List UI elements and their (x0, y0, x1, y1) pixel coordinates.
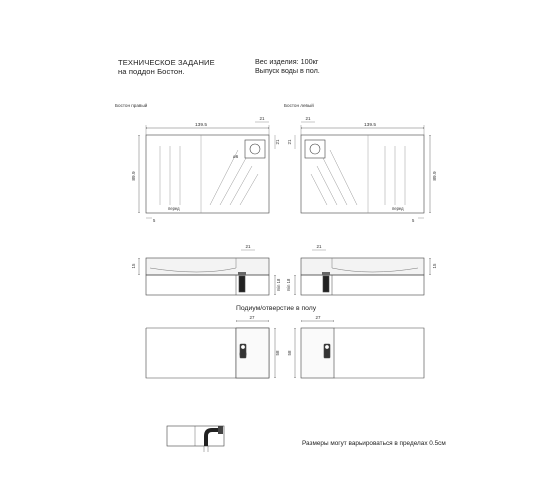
height-dim-left: 89.9 (433, 171, 438, 181)
drain-box-right (245, 140, 265, 158)
drain-spec: Выпуск воды в пол. (255, 65, 320, 75)
side-view-right (139, 250, 275, 295)
side-view-left (295, 250, 430, 295)
top-view-left (295, 122, 430, 218)
floor-depth-left: 58 (287, 350, 292, 356)
floor-plan-right (146, 321, 275, 378)
offset-dim-left: 21 (305, 116, 311, 121)
height-dim-right: 89.9 (132, 171, 137, 181)
min-dim-right: min 18 (276, 278, 281, 292)
drain-hole-left (310, 144, 320, 154)
view-label-right: Бостон правый (115, 103, 148, 108)
siphon-detail (167, 426, 224, 452)
floor-drain-left (325, 345, 329, 349)
side-offset-right: 21 (245, 244, 251, 249)
offset-dim-right-v: 21 (275, 139, 280, 145)
floor-depth-right: 58 (275, 350, 280, 356)
side-mark-left: 5 (412, 218, 415, 223)
siphon-elbow-icon (206, 430, 220, 446)
front-label-right: перед (168, 206, 180, 211)
side-mark-right: 5 (153, 218, 156, 223)
width-dim-right: 139.5 (194, 123, 208, 128)
title-line-2: на поддон Бостон. (118, 67, 185, 77)
front-label-left: перед (392, 206, 404, 211)
rim-dim-right: 15 (131, 263, 136, 269)
drain-diameter-right: ø6 (233, 154, 239, 159)
offset-dim-left-v: 21 (287, 139, 292, 145)
drain-pipe-side-right (239, 276, 245, 292)
floor-width-right: 27 (249, 315, 255, 320)
title-line-1: ТЕХНИЧЕСКОЕ ЗАДАНИЕ (118, 58, 215, 67)
width-dim-left: 139.5 (363, 123, 377, 128)
rim-dim-left: 15 (432, 263, 437, 269)
floor-width-left: 27 (315, 315, 321, 320)
drain-box-left (305, 140, 325, 158)
floor-opening-label: Подиум/отверстие в полу (236, 305, 317, 312)
floor-plan-left (295, 321, 424, 378)
top-view-right (139, 122, 275, 218)
weight-spec: Вес изделия: 100кг (255, 57, 319, 66)
drain-pipe-side-left (323, 276, 329, 292)
side-offset-left: 21 (316, 244, 322, 249)
min-dim-left: min 18 (286, 278, 291, 292)
tolerance-note: Размеры могут варьироваться в пределах 0.5см (302, 440, 446, 447)
drain-hole-right (250, 144, 260, 154)
view-label-left: Бостон левый (284, 103, 314, 108)
offset-dim-right: 21 (259, 116, 265, 121)
